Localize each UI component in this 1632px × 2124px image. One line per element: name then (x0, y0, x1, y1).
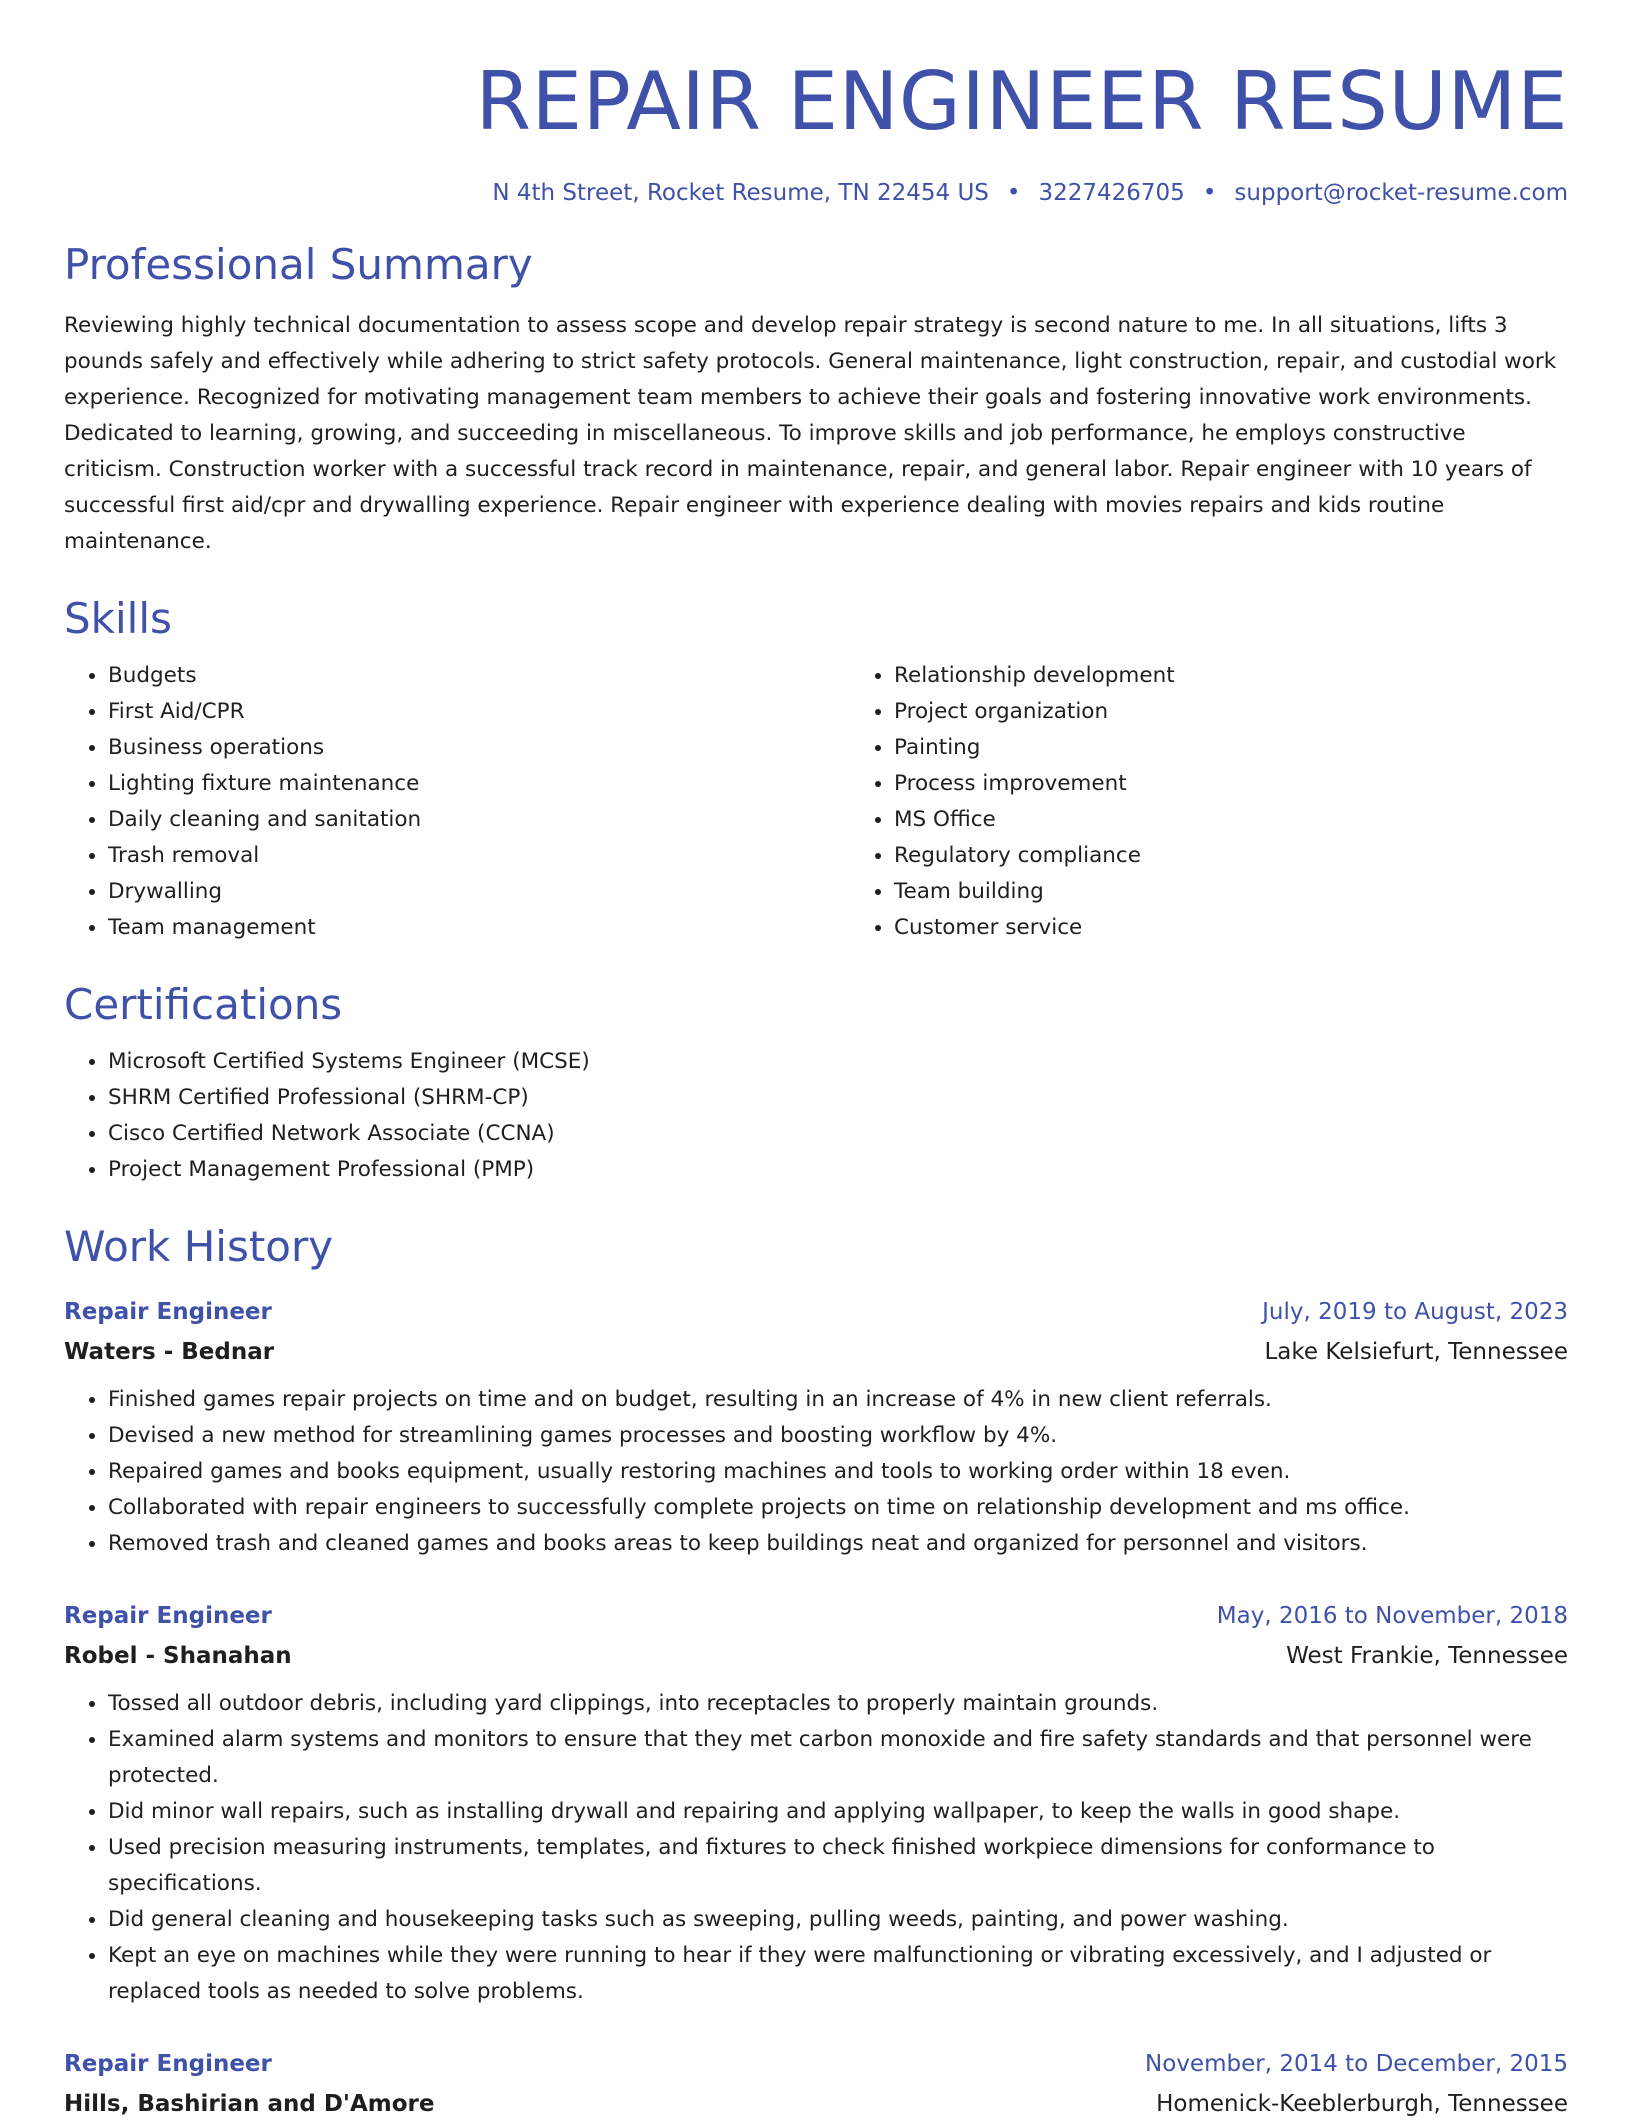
job-title: Repair Engineer (64, 1299, 272, 1325)
job-dates: November, 2014 to December, 2015 (1145, 2051, 1568, 2077)
list-item: • Relationship development (894, 658, 1175, 694)
list-item: • Painting (894, 730, 1175, 766)
section-heading: Skills (64, 594, 172, 643)
job-location: Homenick-Keeblerburgh, Tennessee (1156, 2091, 1568, 2117)
job-dates: May, 2016 to November, 2018 (1216, 1603, 1568, 1629)
job-dates: July, 2019 to August, 2023 (1262, 1299, 1568, 1325)
section-heading: Work History (64, 1222, 334, 1271)
list-item: • Business operations (108, 730, 850, 766)
contact-separator: • (1202, 180, 1217, 206)
list-item: • Removed trash and cleaned games and books areas to keep buildings neat and organized for personnel and visitors. (108, 1526, 1568, 1562)
list-item: • SHRM Certified Professional (SHRM-CP) (108, 1080, 1568, 1116)
summary-text: Reviewing highly technical documentation to assess scope and develop repair strategy is second nature to me. In all situations, lifts 3 pounds safely and effectively while adhering to strict safety protocols. General maintenance, light construction, repair, and custodial work experience. Recognized for motivating management team members to achieve their goals and fostering innovative work environments. Dedicated to learning, growing, and succeeding in miscellaneous. To improve skills and job performance, he employs constructive criticism. Construction worker with a successful track record in maintenance, repair, and general labor. Repair engineer with 10 years of successful first aid/cpr and drywalling experience. Repair engineer with experience dealing with movies repairs and kids routine maintenance. (64, 313, 1557, 554)
certifications-list (64, 1044, 1568, 1188)
list-item: • Tossed all outdoor debris, including yard clippings, into receptacles to properly maintain grounds. (108, 1686, 1568, 1722)
list-item: • Project Management Professional (PMP) (108, 1152, 1568, 1188)
job-company: Waters - Bednar (64, 1339, 275, 1365)
summary-section (64, 240, 1568, 560)
work-history-section (64, 1222, 1568, 2124)
list-item: • Devised a new method for streamlining games processes and boosting workflow by 4%. (108, 1418, 1568, 1454)
email: support@rocket-resume.com (1234, 180, 1568, 206)
list-item: • Lighting fixture maintenance (108, 766, 850, 802)
skills-columns (64, 658, 1568, 946)
list-item: • First Aid/CPR (108, 694, 850, 730)
list-item: • Trash removal (108, 838, 850, 874)
section-heading: Professional Summary (64, 240, 533, 289)
resume-title: REPAIR ENGINEER RESUME (475, 55, 1568, 148)
job-title: Repair Engineer (64, 1603, 272, 1629)
list-item: • Process improvement (894, 766, 1175, 802)
list-item: • Did general cleaning and housekeeping tasks such as sweeping, pulling weeds, painting, and power washing. (108, 1902, 1568, 1938)
phone: 3227426705 (1038, 180, 1185, 206)
job-entry (64, 1596, 1568, 2010)
job-company: Hills, Bashirian and D'Amore (64, 2091, 435, 2117)
list-item: • Drywalling (108, 874, 850, 910)
list-item: • Cisco Certified Network Associate (CCNA) (108, 1116, 1568, 1152)
list-item: • Budgets (108, 658, 850, 694)
list-item: • Finished games repair projects on time and on budget, resulting in an increase of 4% in new client referrals. (108, 1382, 1568, 1418)
list-item: • Collaborated with repair engineers to successfully complete projects on time on relationship development and ms office. (108, 1490, 1568, 1526)
list-item: • Kept an eye on machines while they were running to hear if they were malfunctioning or vibrating excessively, and I adjusted or replaced tools as needed to solve problems. (108, 1938, 1568, 2010)
list-item: • Team management (108, 910, 850, 946)
job-entry (64, 2044, 1568, 2124)
job-company: Robel - Shanahan (64, 1643, 292, 1669)
section-heading: Certifications (64, 980, 343, 1029)
job-bullets (64, 1686, 1568, 2010)
resume-header (64, 0, 1568, 206)
job-entry (64, 1292, 1568, 1562)
list-item: • Regulatory compliance (894, 838, 1175, 874)
job-location: West Frankie, Tennessee (1286, 1643, 1568, 1669)
list-item: • Daily cleaning and sanitation (108, 802, 850, 838)
job-location: Lake Kelsiefurt, Tennessee (1264, 1339, 1568, 1365)
contact-separator: • (1006, 180, 1021, 206)
list-item: • Project organization (894, 694, 1175, 730)
certifications-section (64, 980, 1568, 1188)
job-title: Repair Engineer (64, 2051, 272, 2077)
list-item: • Repaired games and books equipment, usually restoring machines and tools to working order within 18 even. (108, 1454, 1568, 1490)
contact-line (64, 180, 1568, 206)
job-bullets (64, 1382, 1568, 1562)
address: N 4th Street, Rocket Resume, TN 22454 US (492, 180, 989, 206)
list-item: • Examined alarm systems and monitors to ensure that they met carbon monoxide and fire safety standards and that personnel were protected. (108, 1722, 1568, 1794)
list-item: • Microsoft Certified Systems Engineer (MCSE) (108, 1044, 1568, 1080)
list-item: • MS Office (894, 802, 1175, 838)
list-item: • Team building (894, 874, 1175, 910)
skills-left-list (64, 658, 850, 946)
skills-right-list (850, 658, 1175, 946)
skills-section (64, 594, 1568, 946)
list-item: • Did minor wall repairs, such as installing drywall and repairing and applying wallpaper, to keep the walls in good shape. (108, 1794, 1568, 1830)
list-item: • Used precision measuring instruments, templates, and fixtures to check finished workpiece dimensions for conformance to specifications. (108, 1830, 1568, 1902)
list-item: • Customer service (894, 910, 1175, 946)
